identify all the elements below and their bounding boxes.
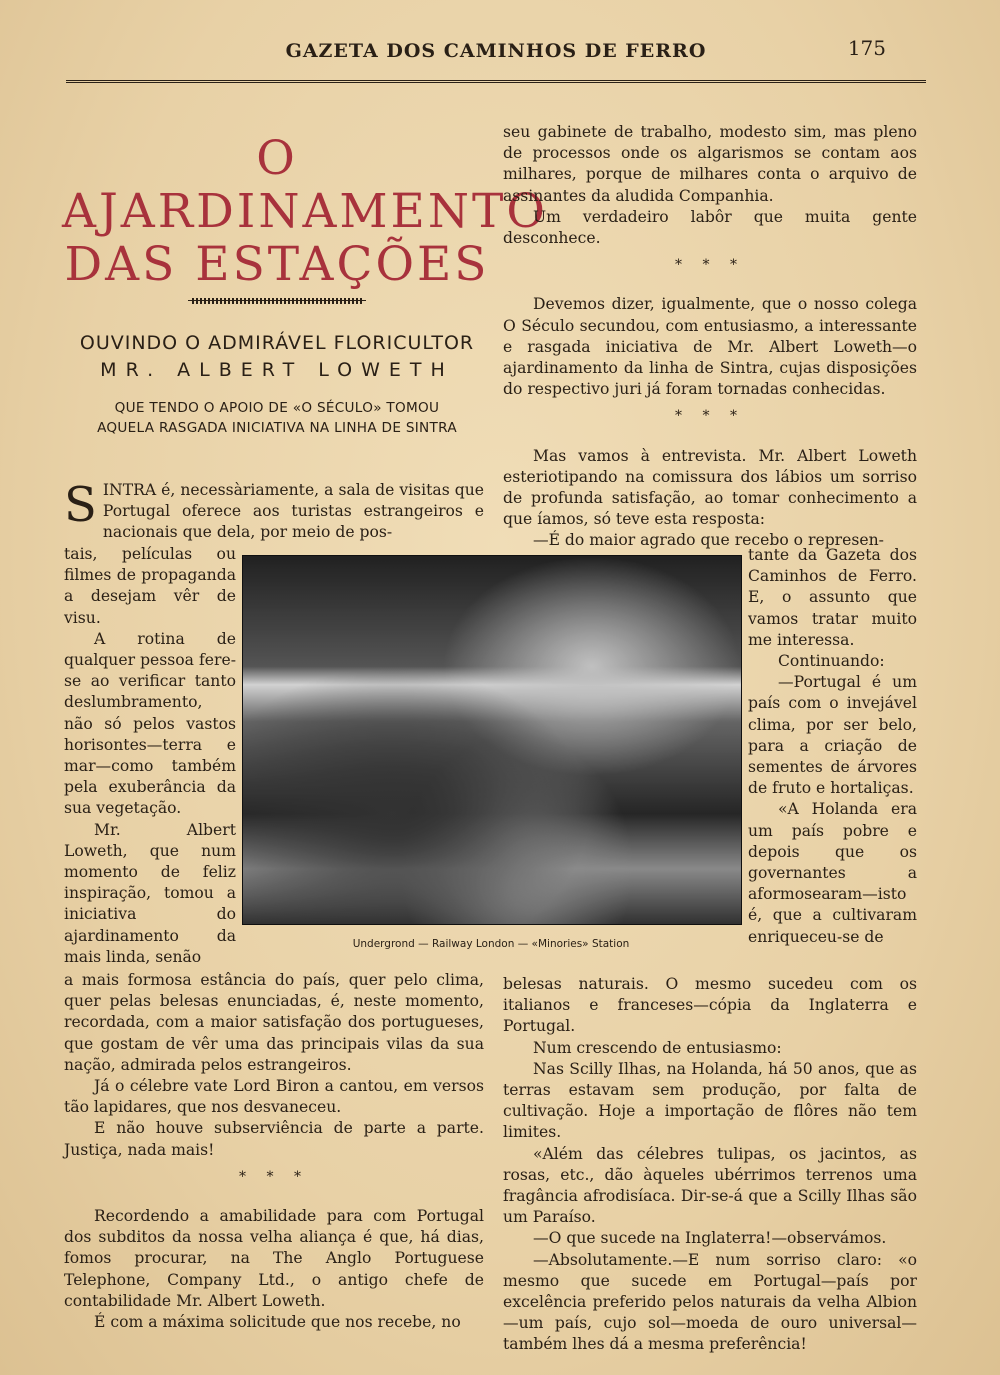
paragraph: Num crescendo de entusiasmo:: [533, 1038, 782, 1057]
paragraph: Mr. Albert Loweth, que num momento de feliz inspiração, tomou a iniciativa do ajardinamento da mais linda, senão: [64, 820, 236, 966]
paragraph: «A Holanda era um país pobre e depois que os governantes a aformosearam—isto é, que a cultivaram enriqueceu-se de: [748, 800, 917, 946]
photo-caption: Undergrond — Railway London — «Minories» Station: [352, 938, 630, 950]
paragraph: Devemos dizer, igualmente, que o nosso colega O Século secundou, com entusiasmo, a interessante e rasgada iniciativa de Mr. Albert Loweth—o ajardinamento da linha de Sintra, cujas disposições do respectivo juri já foram tornadas conhecidas.: [503, 295, 917, 399]
journal-title: GAZETA DOS CAMINHOS DE FERRO: [285, 40, 707, 62]
article-subhead: [62, 398, 492, 438]
subtitle-line-2: MR. ALBERT LOWETH: [100, 359, 454, 381]
paragraph: Um verdadeiro labôr que muita gente desconhece.: [503, 207, 917, 248]
paragraph: Já o célebre vate Lord Biron a cantou, em versos tão lapidares, que nos desvaneceu.: [64, 1077, 484, 1117]
paragraph: belesas naturais. O mesmo sucedeu com os italianos e franceses—cópia da Inglaterra e Portugal.: [503, 975, 917, 1036]
paragraph: É com a máxima solicitude que nos recebe, no: [94, 1313, 461, 1332]
left-column-narrow: [64, 544, 236, 968]
section-separator: * * *: [675, 257, 745, 274]
right-column-lower: [503, 974, 917, 1356]
paragraph: «Além das célebres tulipas, os jacintos, as rosas, etc., dão àqueles ubérrimos terrenos uma fragância afrodisíaca. Dir-se-á que a Scilly Ilhas são um Paraíso.: [503, 1144, 917, 1227]
subhead-line-1: QUE TENDO O APOIO DE «O SÉCULO» TOMOU: [114, 400, 440, 416]
paragraph: —É do maior agrado que recebo o represen-: [533, 531, 884, 550]
page-number: 175: [847, 36, 886, 60]
subtitle-line-1: OUVINDO O ADMIRÁVEL FLORICULTOR: [79, 332, 475, 354]
article-title: [62, 131, 548, 292]
article-subtitle: [62, 330, 492, 384]
paragraph: tante da Gazeta dos Caminhos de Ferro. E, o assunto que vamos tratar muito me interessa.: [748, 546, 917, 649]
paragraph: seu gabinete de trabalho, modesto sim, mas pleno de processos onde os algarismos se contam aos milhares, porque de milhares conta o arquivo de assinantes da aludida Companhia.: [503, 123, 917, 205]
section-separator: * * *: [675, 408, 745, 425]
subhead-line-2: AQUELA RASGADA INICIATIVA NA LINHA DE SINTRA: [97, 420, 457, 436]
paragraph: Nas Scilly Ilhas, na Holanda, há 50 anos, que as terras estavam sem produção, por falta de cultivação. Hoje a importação de flôres não tem limites.: [503, 1059, 917, 1142]
section-separator: * * *: [239, 1168, 309, 1185]
paragraph: —Portugal é um país com o invejável clima, por ser belo, para a criação de sementes de árvores de fruto e hortaliças.: [748, 673, 917, 798]
paragraph: Recordendo a amabilidade para com Portugal dos subditos da nossa velha aliança é que, há dias, fomos procurar, na The Anglo Portuguese Telephone, Company Ltd., o antigo chefe de contabilidade Mr. Albert Loweth.: [64, 1207, 484, 1310]
right-column-upper: [503, 122, 917, 552]
paragraph: SINTRA é, necessàriamente, a sala de visitas que Portugal oferece aos turistas estrangeiros e nacionais que dela, por meio de pos-: [64, 477, 484, 542]
paragraph: Mas vamos à entrevista. Mr. Albert Loweth esteriotipando na comissura dos lábios um sorriso de profunda satisfação, ao tomar conhecimento a que íamos, só teve esta resposta:: [503, 446, 917, 529]
right-column-narrow: [748, 545, 917, 948]
paragraph: —Absolutamente.—E num sorriso claro: «o mesmo que sucede em Portugal—país por excelência preferido pelos naturais da velha Albion—um país, cujo sol—moeda de ouro universal—também lhes dá a mesma preferência!: [503, 1250, 917, 1354]
paragraph: A rotina de qualquer pessoa fere-se ao verificar tanto deslumbramento, não só pelos vastos horisontes—terra e mar—como também pela exuberância da sua vegetação.: [64, 629, 236, 818]
paragraph: tais, películas ou filmes de propaganda a desejam vêr de visu.: [64, 545, 236, 627]
running-header: [66, 36, 926, 83]
paragraph: E não houve subserviência de parte a parte. Justiça, nada mais!: [64, 1119, 484, 1159]
paragraph: —O que sucede na Inglaterra!—observámos.: [533, 1229, 887, 1248]
title-line-1: O: [256, 131, 298, 186]
title-line-3: DAS ESTAÇÕES: [64, 237, 490, 292]
station-garden-photo: [242, 555, 742, 925]
left-column-lower: [64, 970, 484, 1333]
paragraph: Continuando:: [778, 652, 885, 671]
drop-cap: S: [64, 477, 97, 533]
paragraph: a mais formosa estância do país, quer pelo clima, quer pelas belesas enunciadas, é, neste momento, recordada, com a maior satisfação dos portugueses, que gostam de vêr uma das principais vilas da sua nação, admirada pelos estrangeiros.: [64, 971, 484, 1074]
left-column-intro: [64, 477, 484, 544]
title-line-2: AJARDINAMENTO: [62, 184, 548, 239]
title-ornament-rule: [192, 298, 362, 304]
